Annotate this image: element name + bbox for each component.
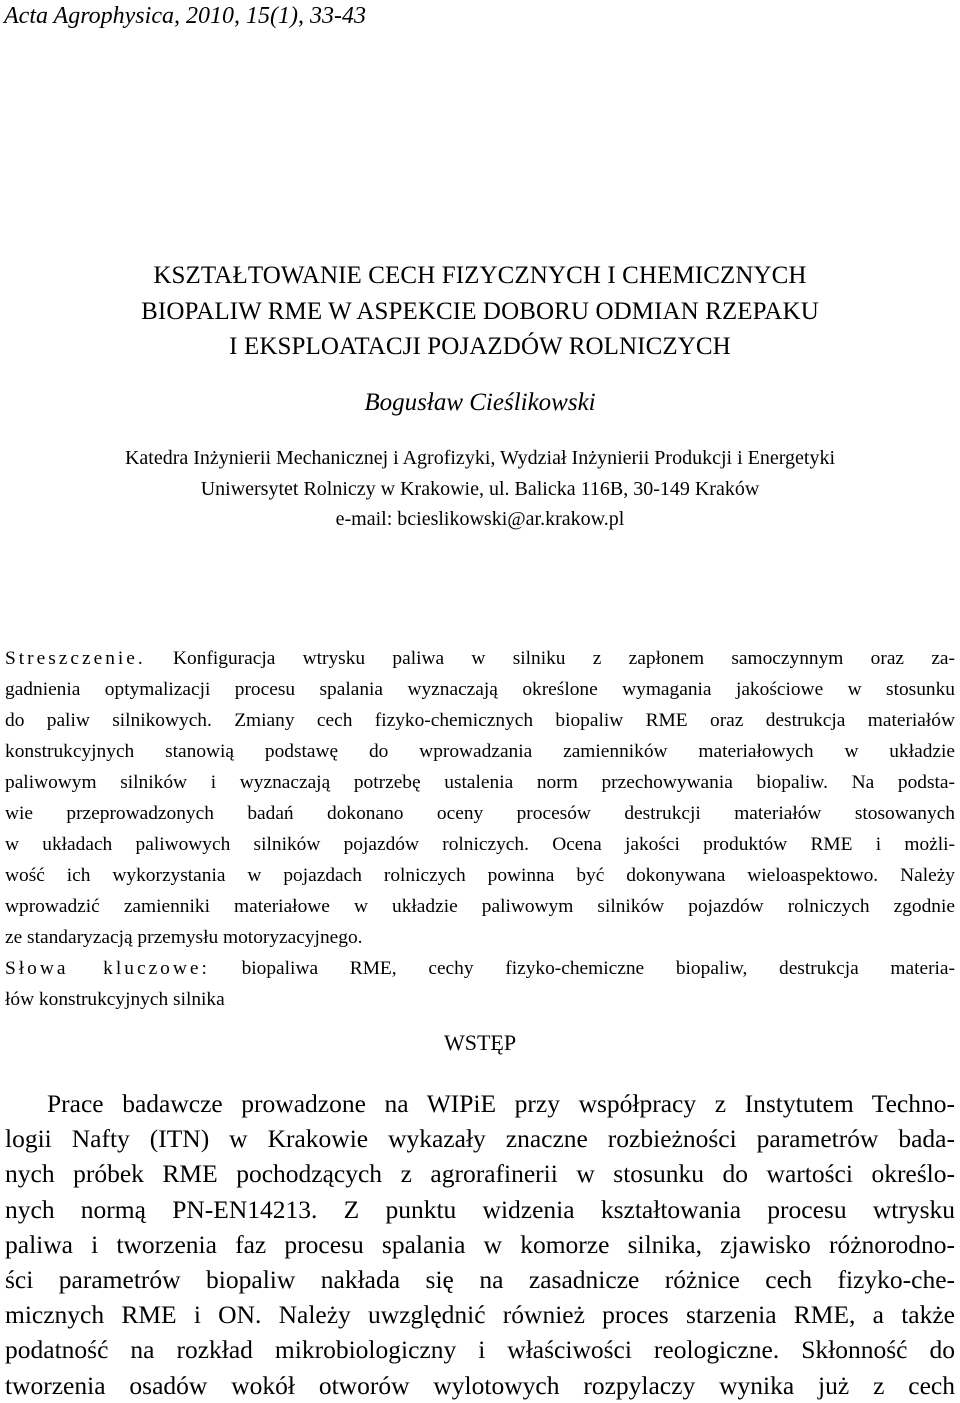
- keywords-text: biopaliwa RME, cechy fizyko-chemiczne biopaliw, destrukcja materia-: [209, 958, 955, 979]
- title-line: I EKSPLOATACJI POJAZDÓW ROLNICZYCH: [229, 333, 731, 360]
- abstract-line: do paliw silnikowych. Zmiany cech fizyko-chemicznych biopaliw RME oraz destrukcja materiałów: [5, 710, 955, 731]
- paper-title: [0, 258, 960, 365]
- body-line: nych normą PN-EN14213. Z punktu widzenia kształtowania procesu wtrysku: [5, 1194, 955, 1224]
- affiliation-block: [0, 443, 960, 535]
- abstract-line: konstrukcyjnych stanowią podstawę do wprowadzania zamienników materiałowych w układzie: [5, 741, 955, 762]
- abstract-line: wie przeprowadzonych badań dokonano oceny procesów destrukcji materiałów stosowanych: [5, 803, 955, 824]
- affiliation-email: e-mail: bcieslikowski@ar.krakow.pl: [335, 508, 625, 530]
- abstract-line: wprowadzić zamienniki materiałowe w układzie paliwowym silników pojazdów rolniczych zgodnie: [5, 896, 955, 917]
- affiliation-line: Uniwersytet Rolniczy w Krakowie, ul. Balicka 116B, 30-149 Kraków: [200, 477, 760, 500]
- affiliation-line: Katedra Inżynierii Mechanicznej i Agrofizyki, Wydział Inżynierii Produkcji i Energetyki: [124, 447, 836, 469]
- abstract-line: ze standaryzacją przemysłu motoryzacyjnego.: [5, 927, 363, 948]
- body-line: tworzenia osadów wokół otworów wylotowych rozpylaczy wynika już z cech: [5, 1370, 955, 1400]
- body-line: micznych RME i ON. Należy uwzględnić również proces starzenia RME, a także: [5, 1300, 955, 1330]
- abstract-label: Streszczenie.: [5, 648, 146, 669]
- keywords-label: Słowa kluczowe:: [5, 958, 210, 979]
- body-line: nych próbek RME pochodzących z agrorafinerii w stosunku do wartości określo-: [5, 1159, 955, 1189]
- body-line: podatność na rozkład mikrobiologiczny i właściwości reologiczne. Skłonność do: [5, 1335, 955, 1365]
- abstract-line: wość ich wykorzystania w pojazdach rolniczych powinna być dokonywana wieloaspektowo. Należy: [5, 865, 955, 886]
- body-line: Prace badawcze prowadzone na WIPiE przy współpracy z Instytutem Techno-: [47, 1089, 955, 1118]
- body-line: ści parametrów biopaliw nakłada się na zasadnicze różnice cech fizyko-che-: [5, 1264, 955, 1294]
- abstract-block: [5, 643, 955, 1015]
- abstract-line: gadnienia optymalizacji procesu spalania wyznaczają określone wymagania jakościowe w stosunku: [5, 679, 955, 700]
- body-line: logii Nafty (ITN) w Krakowie wykazały znaczne rozbieżności parametrów bada-: [5, 1124, 955, 1154]
- title-line: BIOPALIW RME W ASPEKCIE DOBORU ODMIAN RZEPAKU: [141, 297, 819, 325]
- keywords-line: [5, 953, 955, 984]
- body-paragraph: [5, 1086, 955, 1403]
- abstract-line: w układach paliwowych silników pojazdów rolniczych. Ocena jakości produktów RME i możli-: [5, 834, 955, 855]
- body-line: paliwa i tworzenia faz procesu spalania w komorze silnika, zjawisko różnorodno-: [5, 1229, 955, 1259]
- abstract-text: Konfiguracja wtrysku paliwa w silniku z zapłonem samoczynnym oraz za-: [145, 648, 955, 669]
- keywords-line: łów konstrukcyjnych silnika: [5, 989, 225, 1010]
- abstract-line: paliwowym silników i wyznaczają potrzebę ustalenia norm przechowywania biopaliw. Na podsta-: [5, 772, 955, 793]
- title-line: KSZTAŁTOWANIE CECH FIZYCZNYCH I CHEMICZNYCH: [153, 262, 807, 289]
- section-heading: WSTĘP: [443, 1030, 517, 1055]
- abstract-line: [5, 643, 955, 674]
- journal-citation: Acta Agrophysica, 2010, 15(1), 33-43: [4, 3, 366, 29]
- author-name: Bogusław Cieślikowski: [364, 389, 596, 416]
